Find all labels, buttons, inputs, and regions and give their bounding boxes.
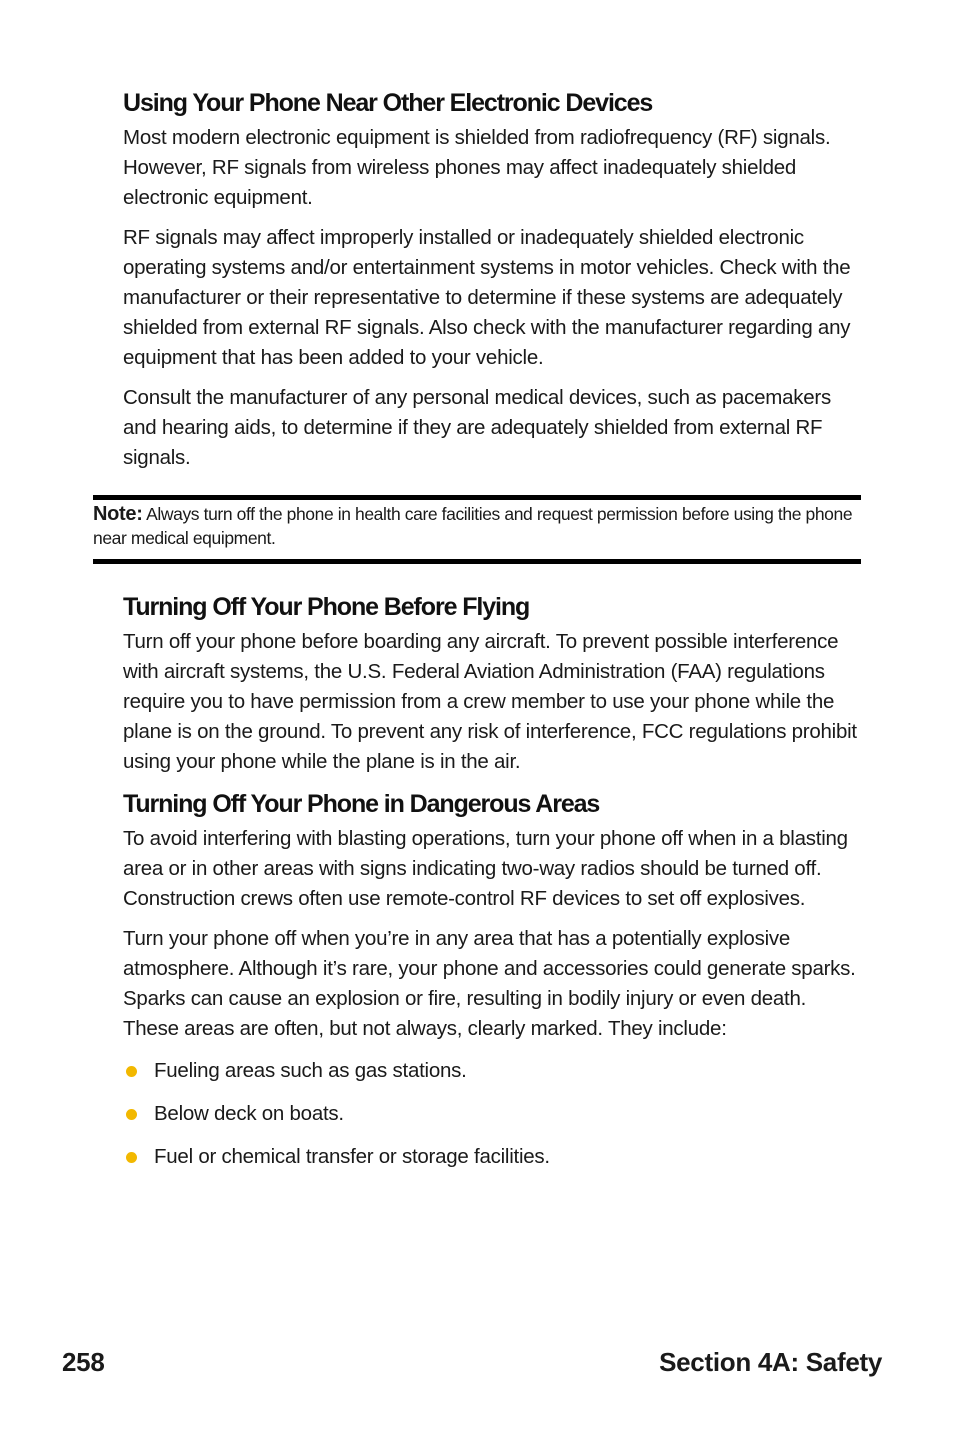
paragraph: Most modern electronic equipment is shielded from radiofrequency (RF) signals. However, RF signals from wireless phones may affect inadequately shielded electronic equipment. [123,126,831,209]
note-label: Note: [93,503,143,525]
paragraph: RF signals may affect improperly installed or inadequately shielded electronic operating systems and/or entertainment systems in motor vehicles. Check with the manufacturer or their representative to determine if these systems are adequately shielded from external RF signals. Also check with the manufacturer regarding any equipment that has been added to your vehicle. [123,226,851,369]
list-item-text: Fuel or chemical transfer or storage facilities. [154,1145,550,1168]
section-heading-dangerous-areas: Turning Off Your Phone in Dangerous Areas [123,790,600,818]
paragraph: Turn off your phone before boarding any aircraft. To prevent possible interference with aircraft systems, the U.S. Federal Aviation Administration (FAA) regulations require you to have permission from a crew member to use your phone while the plane is on the ground. To prevent any risk of interference, FCC regulations prohibit using your phone while the plane is in the air. [123,630,857,773]
page-number: 258 [62,1347,105,1377]
bullet-list [123,1056,863,1172]
list-item [123,1099,863,1129]
page-content [93,86,863,1185]
section-heading-flying: Turning Off Your Phone Before Flying [123,593,530,621]
paragraph: Consult the manufacturer of any personal medical devices, such as pacemakers and hearing aids, to determine if they are adequately shielded from external RF signals. [123,386,831,469]
note-text: Always turn off the phone in health care facilities and request permission before using the phone near medical equipment. [93,504,853,548]
paragraph: To avoid interfering with blasting operations, turn your phone off when in a blasting area or in other areas with signs indicating two-way radios should be turned off. Construction crews often use remote-control RF devices to set off explosives. [123,827,848,910]
bullet-dot-icon [126,1109,137,1120]
list-item [123,1142,863,1172]
section-heading-electronic-devices: Using Your Phone Near Other Electronic Devices [123,89,653,117]
note-box [93,495,861,564]
footer-section-title: Section 4A: Safety [659,1347,882,1377]
list-item [123,1056,863,1086]
bullet-dot-icon [126,1066,137,1077]
list-item-text: Below deck on boats. [154,1102,344,1125]
paragraph: Turn your phone off when you’re in any area that has a potentially explosive atmosphere. Although it’s rare, your phone and accessories could generate sparks. Sparks can cause an explosion or fire, resulting in bodily injury or even death. These areas are often, but not always, clearly marked. They include: [123,927,856,1040]
list-item-text: Fueling areas such as gas stations. [154,1059,467,1082]
bullet-dot-icon [126,1152,137,1163]
